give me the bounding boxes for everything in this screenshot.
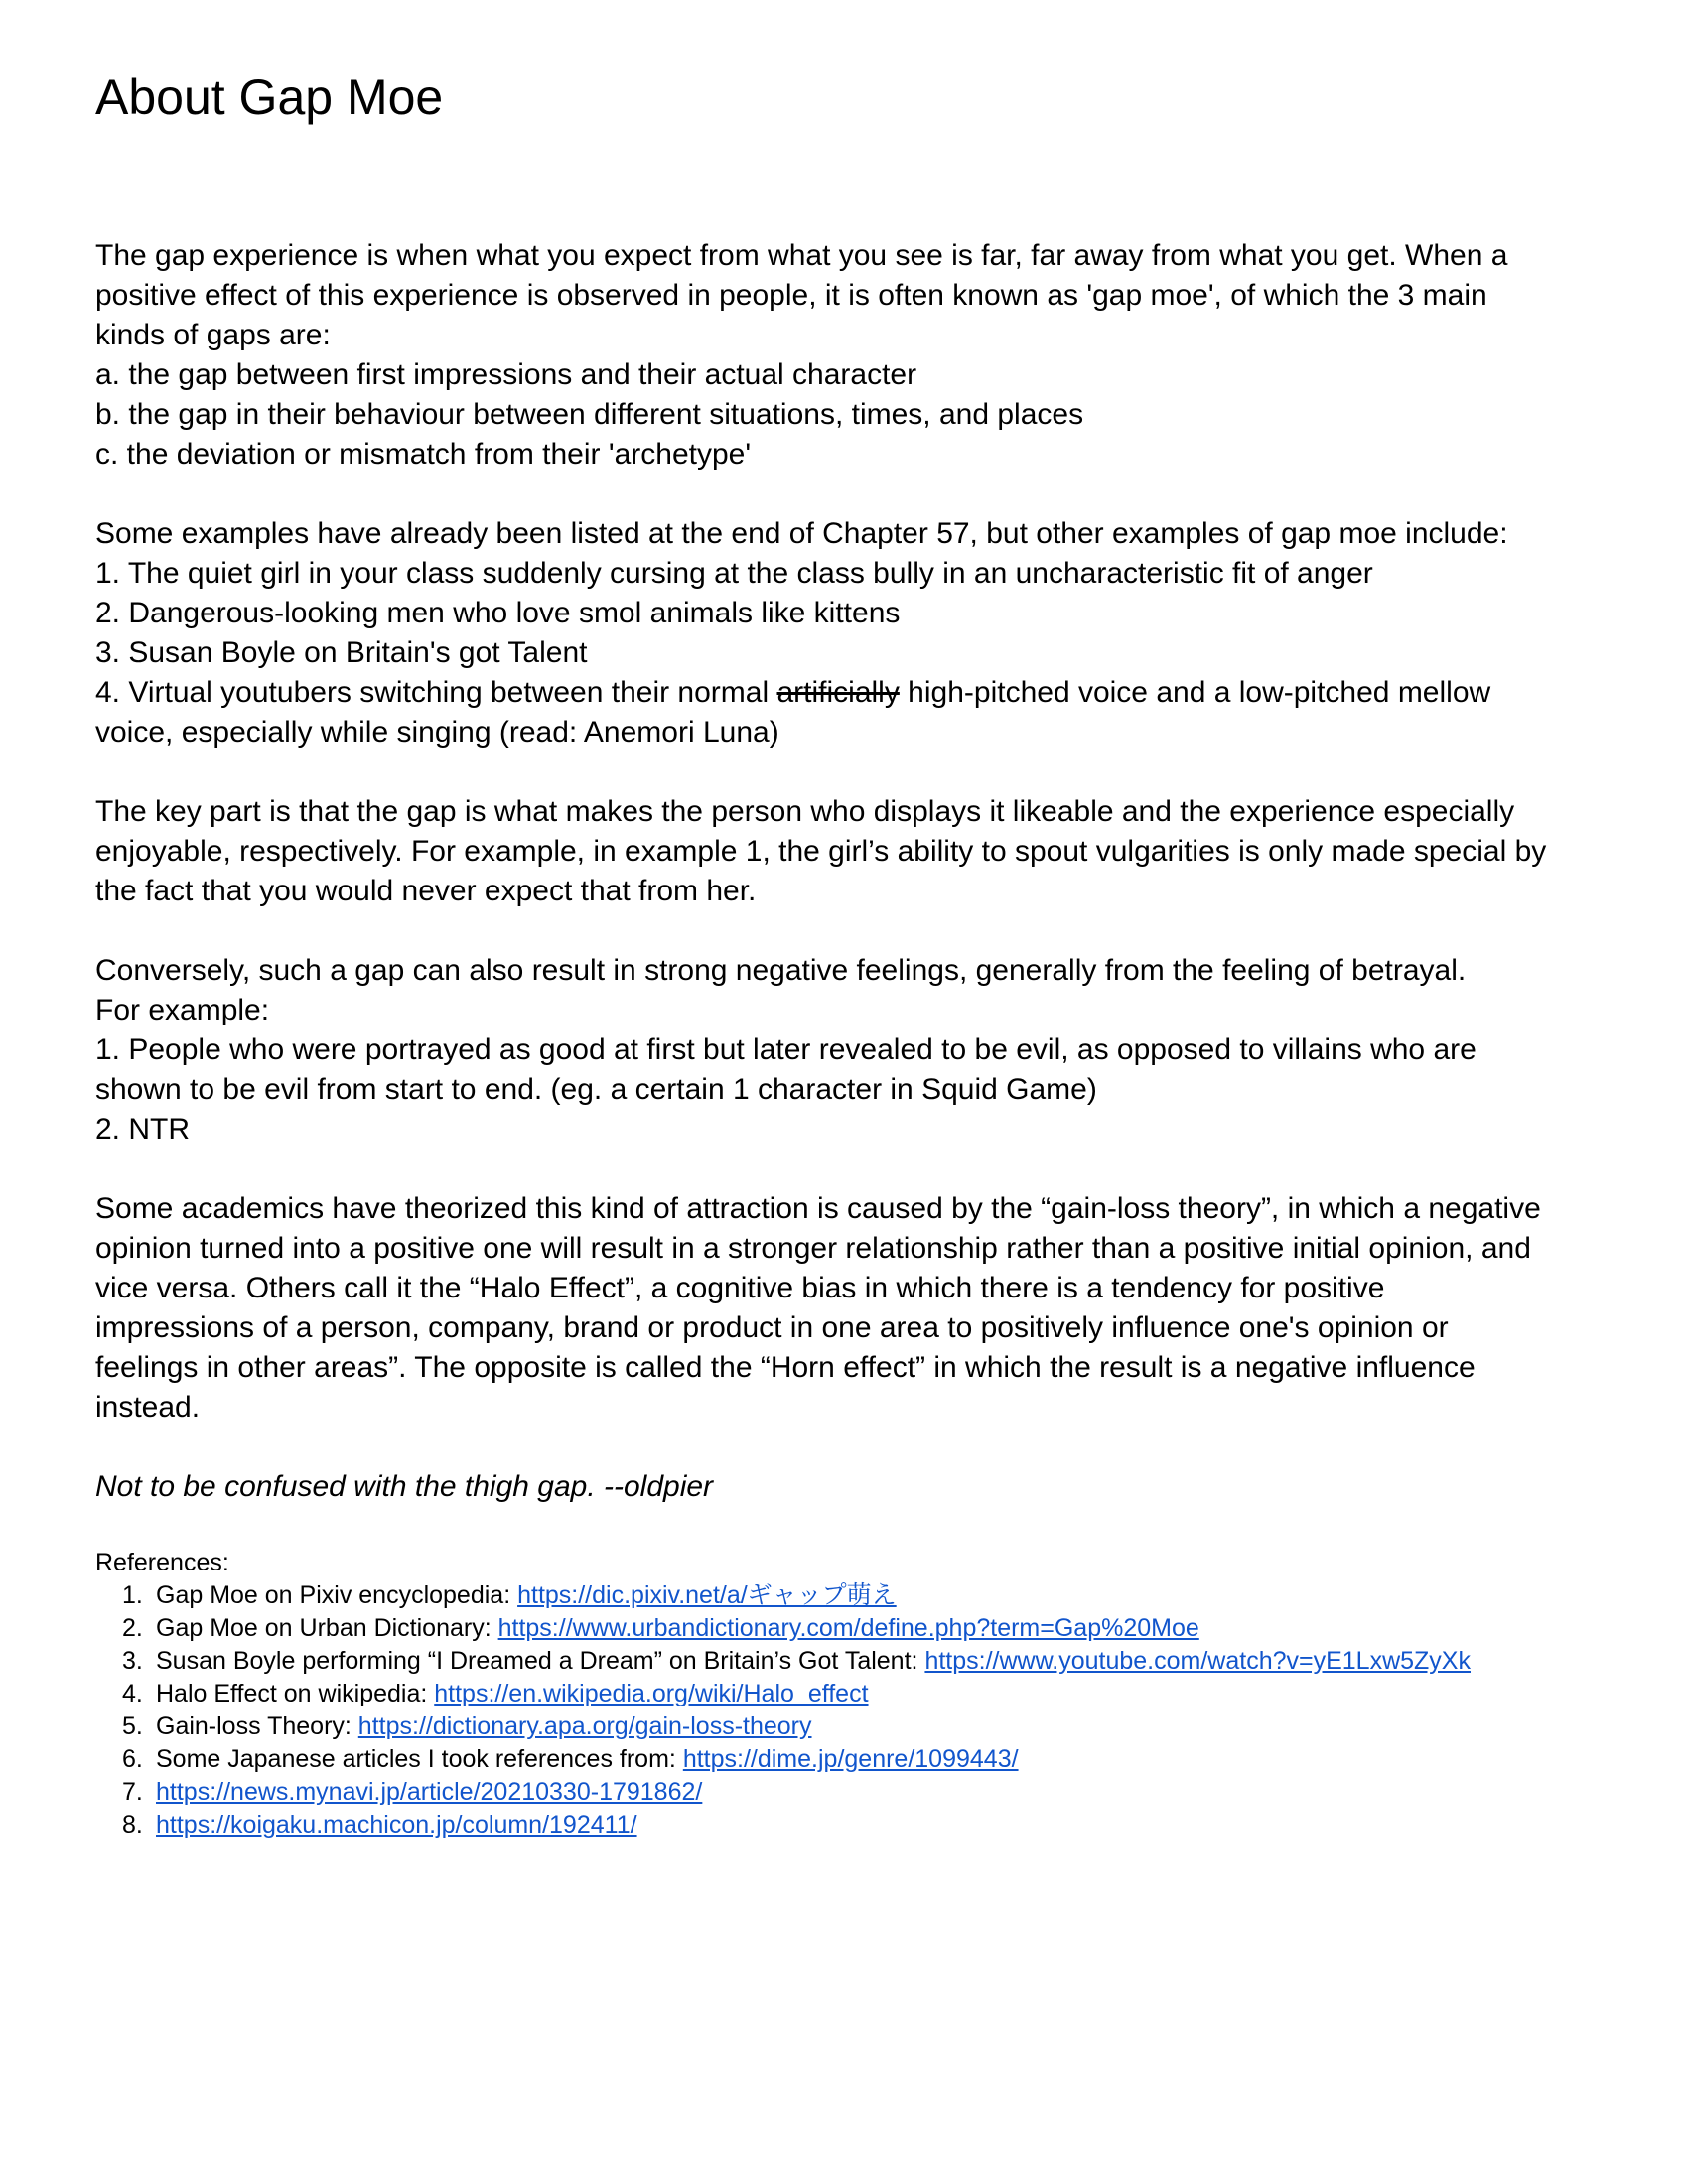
text-line: enjoyable, respectively. For example, in example 1, the girl’s ability to spout vulgarities is only made special by <box>95 835 1547 868</box>
reference-label: Susan Boyle performing “I Dreamed a Dream” on Britain’s Got Talent: <box>156 1647 925 1675</box>
reference-number: 1. <box>122 1581 143 1609</box>
reference-item <box>95 1645 1593 1678</box>
text-line: feelings in other areas”. The opposite is called the “Horn effect” in which the result is a negative influence <box>95 1351 1476 1384</box>
text-line: Some academics have theorized this kind of attraction is caused by the “gain-loss theory”, in which a negative <box>95 1192 1541 1225</box>
paragraph-examples <box>95 514 1593 752</box>
reference-item <box>95 1579 1593 1612</box>
reference-item <box>95 1776 1593 1809</box>
reference-item <box>95 1710 1593 1743</box>
text-line: opinion turned into a positive one will result in a stronger relationship rather than a positive initial opinion, and <box>95 1232 1531 1265</box>
text-segment: high-pitched voice and a low-pitched mellow <box>899 676 1491 709</box>
text-line: voice, especially while singing (read: Anemori Luna) <box>95 716 779 749</box>
reference-link[interactable]: https://en.wikipedia.org/wiki/Halo_effect <box>434 1680 869 1707</box>
reference-text <box>156 1612 1199 1645</box>
reference-text <box>156 1579 897 1612</box>
reference-label: Some Japanese articles I took references from: <box>156 1745 683 1773</box>
text-line: 3. Susan Boyle on Britain's got Talent <box>95 636 588 669</box>
references-section <box>95 1547 1593 1842</box>
text-line: 1. People who were portrayed as good at first but later revealed to be evil, as opposed to villains who are <box>95 1033 1477 1066</box>
reference-number: 8. <box>122 1811 143 1839</box>
reference-link[interactable]: https://dic.pixiv.net/a/ギャップ萌え <box>517 1581 897 1609</box>
text-line: 2. NTR <box>95 1113 191 1146</box>
reference-number: 5. <box>122 1712 143 1740</box>
reference-text <box>156 1776 702 1809</box>
references-heading: References: <box>95 1549 229 1576</box>
text-line: kinds of gaps are: <box>95 319 331 351</box>
reference-text <box>156 1809 637 1842</box>
reference-text <box>156 1678 869 1710</box>
page-title: About Gap Moe <box>95 69 444 125</box>
text-line: b. the gap in their behaviour between different situations, times, and places <box>95 398 1084 431</box>
reference-label: Gain-loss Theory: <box>156 1712 358 1740</box>
reference-number: 4. <box>122 1680 143 1707</box>
text-line: a. the gap between first impressions and their actual character <box>95 358 917 391</box>
paragraph-note <box>95 1467 1593 1507</box>
text-line: c. the deviation or mismatch from their 'archetype' <box>95 438 752 471</box>
text-line: The key part is that the gap is what makes the person who displays it likeable and the experience especially <box>95 795 1515 828</box>
reference-number: 2. <box>122 1614 143 1642</box>
text-line: positive effect of this experience is observed in people, it is often known as 'gap moe', of which the 3 main <box>95 279 1487 312</box>
reference-link[interactable]: https://dime.jp/genre/1099443/ <box>682 1745 1019 1773</box>
reference-text <box>156 1710 812 1743</box>
paragraph-conversely <box>95 951 1593 1150</box>
text-segment: 4. Virtual youtubers switching between their normal <box>95 676 777 709</box>
paragraph-intro <box>95 236 1593 475</box>
reference-label: Halo Effect on wikipedia: <box>156 1680 435 1707</box>
text-line: Not to be confused with the thigh gap. --oldpier <box>95 1470 714 1503</box>
reference-text <box>156 1743 1019 1776</box>
text-line: 2. Dangerous-looking men who love smol animals like kittens <box>95 597 901 629</box>
text-line: impressions of a person, company, brand or product in one area to positively influence one's opinion or <box>95 1311 1449 1344</box>
reference-number: 6. <box>122 1745 143 1773</box>
reference-number: 3. <box>122 1647 143 1675</box>
text-line: vice versa. Others call it the “Halo Effect”, a cognitive bias in which there is a tendency for positive <box>95 1272 1385 1304</box>
paragraph-key-part <box>95 792 1593 911</box>
text-line: For example: <box>95 994 270 1026</box>
reference-link[interactable]: https://www.urbandictionary.com/define.php?term=Gap%20Moe <box>497 1614 1199 1642</box>
text-line: shown to be evil from start to end. (eg. a certain 1 character in Squid Game) <box>95 1073 1097 1106</box>
text-line: The gap experience is when what you expect from what you see is far, far away from what you get. When a <box>95 239 1508 272</box>
text-line <box>95 673 1593 713</box>
reference-link[interactable]: https://news.mynavi.jp/article/20210330-1791862/ <box>156 1778 703 1806</box>
reference-link[interactable]: https://koigaku.machicon.jp/column/192411/ <box>156 1811 637 1839</box>
reference-item <box>95 1612 1593 1645</box>
text-line: instead. <box>95 1391 201 1424</box>
text-line: Some examples have already been listed at the end of Chapter 57, but other examples of gap moe include: <box>95 517 1508 550</box>
reference-text <box>156 1645 1471 1678</box>
reference-item <box>95 1809 1593 1842</box>
text-line: the fact that you would never expect that from her. <box>95 875 757 907</box>
reference-number: 7. <box>122 1778 143 1806</box>
text-line: 1. The quiet girl in your class suddenly cursing at the class bully in an uncharacteristic fit of anger <box>95 557 1373 590</box>
reference-label: Gap Moe on Urban Dictionary: <box>156 1614 498 1642</box>
text-line: Conversely, such a gap can also result in strong negative feelings, generally from the feeling of betrayal. <box>95 954 1467 987</box>
reference-link[interactable]: https://dictionary.apa.org/gain-loss-theory <box>357 1712 812 1740</box>
references-list <box>95 1579 1593 1842</box>
reference-label: Gap Moe on Pixiv encyclopedia: <box>156 1581 518 1609</box>
body-text <box>95 236 1593 1507</box>
struck-text: artificially <box>776 676 900 709</box>
paragraph-academics <box>95 1189 1593 1428</box>
reference-item <box>95 1678 1593 1710</box>
reference-link[interactable]: https://www.youtube.com/watch?v=yE1Lxw5ZyXk <box>924 1647 1471 1675</box>
reference-item <box>95 1743 1593 1776</box>
